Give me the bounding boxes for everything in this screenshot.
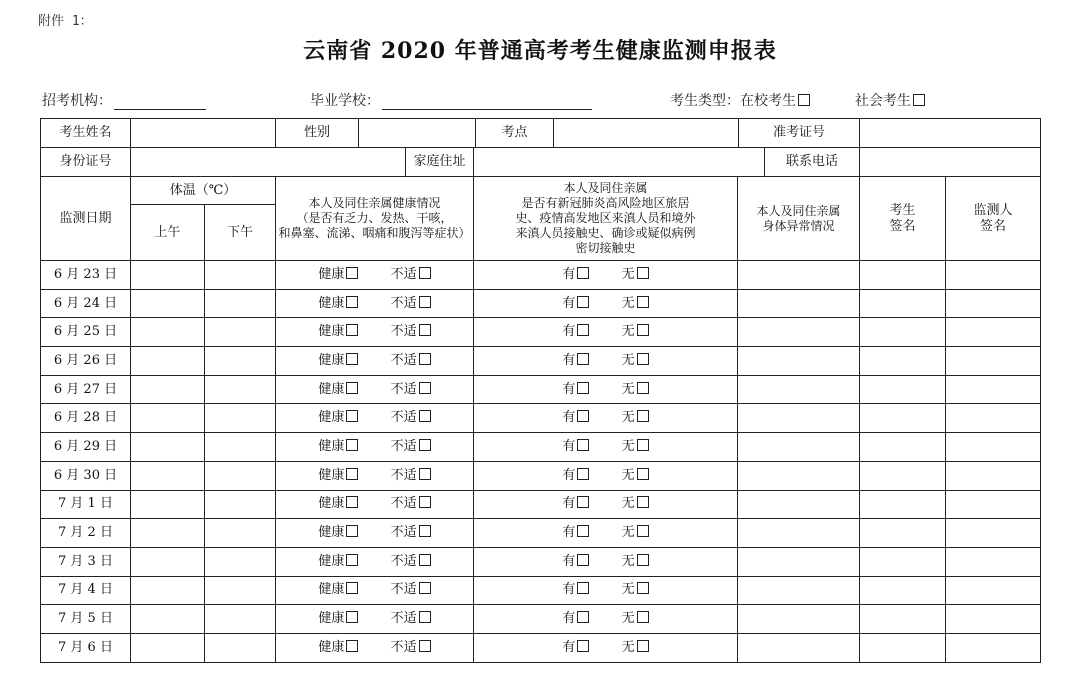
date-column-header: 监测日期 <box>41 177 131 261</box>
yes-checkbox[interactable] <box>577 525 589 537</box>
am-temperature-input[interactable] <box>131 576 205 605</box>
no-checkbox[interactable] <box>637 496 649 508</box>
health-options-cell <box>276 633 474 662</box>
student-sign-input[interactable] <box>860 547 946 576</box>
healthy-checkbox[interactable] <box>346 554 358 566</box>
yes-label: 有 <box>562 467 576 483</box>
yes-checkbox[interactable] <box>577 640 589 652</box>
healthy-label: 健康 <box>318 467 345 483</box>
yes-label: 有 <box>562 352 576 368</box>
gender-label: 性别 <box>276 119 359 148</box>
unwell-checkbox[interactable] <box>419 611 431 623</box>
pm-temperature-input[interactable] <box>205 433 276 462</box>
address-and-phone-cell <box>474 148 860 177</box>
type-option-social-checkbox[interactable] <box>913 94 925 106</box>
yes-label: 有 <box>562 611 576 627</box>
table-row <box>41 633 1041 662</box>
yes-label: 有 <box>562 381 576 397</box>
abnormal-input[interactable] <box>738 547 860 576</box>
pm-temperature-input[interactable] <box>205 289 276 318</box>
no-label: 无 <box>621 639 635 655</box>
exposure-header-line-3: 史、疫情高发地区来滇人员和境外 <box>515 211 696 225</box>
pm-temperature-input[interactable] <box>205 318 276 347</box>
id-and-address-cell <box>131 148 474 177</box>
yes-checkbox[interactable] <box>577 468 589 480</box>
pm-temperature-input[interactable] <box>205 404 276 433</box>
healthy-checkbox[interactable] <box>346 353 358 365</box>
monitor-sign-input[interactable] <box>946 261 1041 290</box>
date-cell: 6 月 27 日 <box>41 375 131 404</box>
yes-checkbox[interactable] <box>577 267 589 279</box>
monitor-sign-input[interactable] <box>946 347 1041 376</box>
table-row <box>41 576 1041 605</box>
yes-label: 有 <box>562 324 576 340</box>
healthy-label: 健康 <box>318 553 345 569</box>
address-input[interactable] <box>474 148 765 176</box>
unwell-label: 不适 <box>390 438 417 454</box>
healthy-checkbox[interactable] <box>346 582 358 594</box>
health-options-cell <box>276 347 474 376</box>
date-cell: 7 月 3 日 <box>41 547 131 576</box>
monitor-sign-line-1: 监测人 <box>973 202 1013 218</box>
healthy-label: 健康 <box>318 410 345 426</box>
no-checkbox[interactable] <box>637 410 649 422</box>
student-sign-input[interactable] <box>860 633 946 662</box>
health-options-cell <box>276 576 474 605</box>
table-row <box>41 261 1041 290</box>
exposure-options-cell <box>474 633 738 662</box>
student-sign-input[interactable] <box>860 347 946 376</box>
date-cell: 6 月 26 日 <box>41 347 131 376</box>
abnormal-input[interactable] <box>738 605 860 634</box>
pm-temperature-input[interactable] <box>205 261 276 290</box>
data-rows <box>41 261 1041 663</box>
health-monitoring-table <box>40 118 1041 663</box>
no-label: 无 <box>621 352 635 368</box>
healthy-label: 健康 <box>318 324 345 340</box>
health-options-cell <box>276 261 474 290</box>
agency-field <box>42 90 206 110</box>
gender-and-site-cell <box>359 119 554 148</box>
yes-checkbox[interactable] <box>577 496 589 508</box>
exposure-options-cell <box>474 519 738 548</box>
am-temperature-input[interactable] <box>131 289 205 318</box>
abnormal-column-header <box>738 177 860 261</box>
date-cell: 6 月 29 日 <box>41 433 131 462</box>
abnormal-header-line-2: 身体异常情况 <box>762 218 835 233</box>
exposure-options-cell <box>474 433 738 462</box>
unwell-label: 不适 <box>390 352 417 368</box>
no-checkbox[interactable] <box>637 267 649 279</box>
no-label: 无 <box>621 438 635 454</box>
am-temperature-input[interactable] <box>131 261 205 290</box>
pm-temperature-input[interactable] <box>205 461 276 490</box>
healthy-label: 健康 <box>318 611 345 627</box>
column-header-row-1 <box>41 177 1041 205</box>
student-sign-line-2: 签名 <box>889 218 916 234</box>
date-cell: 7 月 1 日 <box>41 490 131 519</box>
student-sign-input[interactable] <box>860 318 946 347</box>
health-options-cell <box>276 461 474 490</box>
student-sign-input[interactable] <box>860 605 946 634</box>
yes-label: 有 <box>562 410 576 426</box>
no-checkbox[interactable] <box>637 611 649 623</box>
monitor-sign-input[interactable] <box>946 490 1041 519</box>
type-option-school-label: 在校考生 <box>740 93 796 109</box>
monitor-sign-input[interactable] <box>946 318 1041 347</box>
no-checkbox[interactable] <box>637 468 649 480</box>
monitor-sign-input[interactable] <box>946 461 1041 490</box>
abnormal-input[interactable] <box>738 347 860 376</box>
school-field <box>310 90 592 110</box>
healthy-checkbox[interactable] <box>346 611 358 623</box>
date-cell: 6 月 24 日 <box>41 289 131 318</box>
monitor-sign-input[interactable] <box>946 433 1041 462</box>
yes-label: 有 <box>562 582 576 598</box>
pm-temperature-input[interactable] <box>205 547 276 576</box>
healthy-label: 健康 <box>318 496 345 512</box>
unwell-checkbox[interactable] <box>419 496 431 508</box>
exposure-options-cell <box>474 261 738 290</box>
no-label: 无 <box>621 324 635 340</box>
yes-checkbox[interactable] <box>577 611 589 623</box>
health-options-cell <box>276 375 474 404</box>
unwell-checkbox[interactable] <box>419 525 431 537</box>
healthy-checkbox[interactable] <box>346 640 358 652</box>
pm-temperature-input[interactable] <box>205 605 276 634</box>
student-sign-input[interactable] <box>860 433 946 462</box>
health-options-cell <box>276 605 474 634</box>
healthy-checkbox[interactable] <box>346 267 358 279</box>
date-cell: 7 月 4 日 <box>41 576 131 605</box>
abnormal-input[interactable] <box>738 375 860 404</box>
yes-checkbox[interactable] <box>577 439 589 451</box>
health-options-cell <box>276 289 474 318</box>
health-options-cell <box>276 519 474 548</box>
exposure-options-cell <box>474 576 738 605</box>
header-row-name <box>41 119 1041 148</box>
yes-label: 有 <box>562 553 576 569</box>
date-cell: 7 月 6 日 <box>41 633 131 662</box>
unwell-checkbox[interactable] <box>419 353 431 365</box>
date-cell: 6 月 28 日 <box>41 404 131 433</box>
healthy-checkbox[interactable] <box>346 439 358 451</box>
pm-temperature-input[interactable] <box>205 490 276 519</box>
exposure-options-cell <box>474 404 738 433</box>
type-option-social-label: 社会考生 <box>854 93 911 109</box>
abnormal-input[interactable] <box>738 433 860 462</box>
am-temperature-input[interactable] <box>131 461 205 490</box>
healthy-checkbox[interactable] <box>346 324 358 336</box>
exposure-column-header <box>474 177 738 261</box>
exposure-options-cell <box>474 375 738 404</box>
am-temperature-input[interactable] <box>131 347 205 376</box>
healthy-label: 健康 <box>318 438 345 454</box>
monitor-sign-input[interactable] <box>946 605 1041 634</box>
exposure-options-cell <box>474 605 738 634</box>
no-label: 无 <box>621 410 635 426</box>
ticket-number-label: 准考证号 <box>773 125 826 140</box>
student-sign-line-1: 考生 <box>889 202 916 218</box>
no-label: 无 <box>621 525 635 541</box>
exposure-options-cell <box>474 318 738 347</box>
type-option-school-checkbox[interactable] <box>798 94 810 106</box>
table-row <box>41 547 1041 576</box>
abnormal-input[interactable] <box>738 633 860 662</box>
health-header-line-2: （是否有乏力、发热、干咳， <box>296 211 453 225</box>
student-sign-input[interactable] <box>860 461 946 490</box>
healthy-checkbox[interactable] <box>346 410 358 422</box>
phone-label: 联系电话 <box>786 154 839 169</box>
no-checkbox[interactable] <box>637 525 649 537</box>
am-temperature-input[interactable] <box>131 490 205 519</box>
health-options-cell <box>276 547 474 576</box>
student-type-field <box>670 90 925 110</box>
unwell-checkbox[interactable] <box>419 382 431 394</box>
healthy-checkbox[interactable] <box>346 296 358 308</box>
no-label: 无 <box>621 467 635 483</box>
yes-label: 有 <box>562 496 576 512</box>
student-sign-input[interactable] <box>860 375 946 404</box>
pm-temperature-input[interactable] <box>205 633 276 662</box>
unwell-label: 不适 <box>390 266 417 282</box>
healthy-label: 健康 <box>318 295 345 311</box>
monitor-sign-input[interactable] <box>946 519 1041 548</box>
healthy-checkbox[interactable] <box>346 382 358 394</box>
exposure-options-cell <box>474 347 738 376</box>
am-temperature-input[interactable] <box>131 375 205 404</box>
date-cell: 6 月 25 日 <box>41 318 131 347</box>
exposure-options-cell <box>474 461 738 490</box>
yes-label: 有 <box>562 266 576 282</box>
student-sign-input[interactable] <box>860 519 946 548</box>
unwell-label: 不适 <box>390 295 417 311</box>
school-input[interactable] <box>382 95 592 110</box>
health-column-header <box>276 177 474 261</box>
student-sign-input[interactable] <box>860 261 946 290</box>
yes-label: 有 <box>562 438 576 454</box>
pm-temperature-input[interactable] <box>205 519 276 548</box>
gender-input[interactable] <box>359 119 476 147</box>
yes-label: 有 <box>562 295 576 311</box>
table-row <box>41 490 1041 519</box>
monitor-sign-line-2: 签名 <box>980 218 1007 234</box>
healthy-checkbox[interactable] <box>346 468 358 480</box>
unwell-label: 不适 <box>390 582 417 598</box>
am-temperature-input[interactable] <box>131 404 205 433</box>
table-row <box>41 605 1041 634</box>
no-label: 无 <box>621 266 635 282</box>
healthy-checkbox[interactable] <box>346 525 358 537</box>
health-header-line-1: 本人及同住亲属健康情况 <box>308 196 441 210</box>
no-checkbox[interactable] <box>637 554 649 566</box>
name-label: 考生姓名 <box>41 119 131 148</box>
pm-column-header: 下午 <box>205 205 276 261</box>
unwell-checkbox[interactable] <box>419 267 431 279</box>
header-row-id <box>41 148 1041 177</box>
yes-label: 有 <box>562 639 576 655</box>
abnormal-input[interactable] <box>738 261 860 290</box>
health-header-line-3: 和鼻塞、流涕、咽痛和腹泻等症状） <box>278 226 471 240</box>
abnormal-input[interactable] <box>738 576 860 605</box>
unwell-checkbox[interactable] <box>419 439 431 451</box>
pm-temperature-input[interactable] <box>205 375 276 404</box>
pm-temperature-input[interactable] <box>205 347 276 376</box>
am-temperature-input[interactable] <box>131 519 205 548</box>
student-sign-input[interactable] <box>860 289 946 318</box>
yes-checkbox[interactable] <box>577 554 589 566</box>
no-label: 无 <box>621 381 635 397</box>
date-cell: 7 月 2 日 <box>41 519 131 548</box>
student-sign-input[interactable] <box>860 490 946 519</box>
unwell-checkbox[interactable] <box>419 296 431 308</box>
abnormal-input[interactable] <box>738 519 860 548</box>
date-cell: 7 月 5 日 <box>41 605 131 634</box>
unwell-label: 不适 <box>390 611 417 627</box>
monitor-sign-input[interactable] <box>946 404 1041 433</box>
abnormal-input[interactable] <box>738 490 860 519</box>
healthy-label: 健康 <box>318 525 345 541</box>
unwell-checkbox[interactable] <box>419 468 431 480</box>
registration-info-line <box>40 90 1040 110</box>
table-row <box>41 347 1041 376</box>
yes-checkbox[interactable] <box>577 324 589 336</box>
monitor-sign-input[interactable] <box>946 576 1041 605</box>
yes-label: 有 <box>562 525 576 541</box>
table-row <box>41 318 1041 347</box>
exposure-header-line-4: 来滇人员接触史、确诊或疑似病例 <box>515 226 696 240</box>
table-row <box>41 404 1041 433</box>
pm-temperature-input[interactable] <box>205 576 276 605</box>
school-label: 毕业学校： <box>310 93 380 109</box>
am-temperature-input[interactable] <box>131 547 205 576</box>
health-options-cell <box>276 404 474 433</box>
exposure-options-cell <box>474 490 738 519</box>
exam-site-and-ticket-cell <box>554 119 860 148</box>
yes-checkbox[interactable] <box>577 410 589 422</box>
student-sign-column-header <box>860 177 946 261</box>
table-row <box>41 375 1041 404</box>
healthy-label: 健康 <box>318 266 345 282</box>
table-row <box>41 461 1041 490</box>
yes-checkbox[interactable] <box>577 353 589 365</box>
exposure-header-line-2: 是否有新冠肺炎高风险地区旅居 <box>521 196 690 210</box>
unwell-checkbox[interactable] <box>419 554 431 566</box>
unwell-label: 不适 <box>390 496 417 512</box>
healthy-label: 健康 <box>318 639 345 655</box>
unwell-label: 不适 <box>390 410 417 426</box>
monitor-sign-input[interactable] <box>946 633 1041 662</box>
exam-site-label: 考点 <box>501 125 528 140</box>
exposure-header-line-1: 本人及同住亲属 <box>563 181 648 195</box>
health-options-cell <box>276 433 474 462</box>
exposure-header-line-5: 密切接触史 <box>575 241 636 255</box>
agency-input[interactable] <box>114 95 206 110</box>
monitor-sign-input[interactable] <box>946 547 1041 576</box>
name-input[interactable] <box>131 119 276 148</box>
abnormal-input[interactable] <box>738 461 860 490</box>
abnormal-input[interactable] <box>738 289 860 318</box>
monitor-sign-input[interactable] <box>946 289 1041 318</box>
phone-input[interactable] <box>860 148 1041 177</box>
temperature-column-header: 体温（℃） <box>131 177 276 205</box>
unwell-label: 不适 <box>390 381 417 397</box>
yes-checkbox[interactable] <box>577 296 589 308</box>
table-row <box>41 519 1041 548</box>
abnormal-input[interactable] <box>738 318 860 347</box>
no-checkbox[interactable] <box>637 582 649 594</box>
id-number-input[interactable] <box>131 148 406 176</box>
no-label: 无 <box>621 496 635 512</box>
no-label: 无 <box>621 553 635 569</box>
date-cell: 6 月 23 日 <box>41 261 131 290</box>
id-number-label: 身份证号 <box>41 148 131 177</box>
no-label: 无 <box>621 611 635 627</box>
no-checkbox[interactable] <box>637 324 649 336</box>
no-checkbox[interactable] <box>637 353 649 365</box>
unwell-checkbox[interactable] <box>419 324 431 336</box>
exposure-options-cell <box>474 289 738 318</box>
unwell-checkbox[interactable] <box>419 582 431 594</box>
no-checkbox[interactable] <box>637 382 649 394</box>
monitor-sign-column-header <box>946 177 1041 261</box>
am-temperature-input[interactable] <box>131 633 205 662</box>
exposure-options-cell <box>474 547 738 576</box>
ticket-number-input[interactable] <box>860 119 1041 148</box>
table-row <box>41 289 1041 318</box>
unwell-label: 不适 <box>390 553 417 569</box>
unwell-label: 不适 <box>390 525 417 541</box>
healthy-checkbox[interactable] <box>346 496 358 508</box>
healthy-label: 健康 <box>318 352 345 368</box>
page-title: 云南省 2020 年普通高考考生健康监测申报表 <box>303 38 777 64</box>
healthy-label: 健康 <box>318 381 345 397</box>
unwell-checkbox[interactable] <box>419 410 431 422</box>
table-row <box>41 433 1041 462</box>
unwell-checkbox[interactable] <box>419 640 431 652</box>
date-cell: 6 月 30 日 <box>41 461 131 490</box>
am-temperature-input[interactable] <box>131 433 205 462</box>
monitor-sign-input[interactable] <box>946 375 1041 404</box>
yes-checkbox[interactable] <box>577 382 589 394</box>
no-checkbox[interactable] <box>637 640 649 652</box>
healthy-label: 健康 <box>318 582 345 598</box>
abnormal-header-line-1: 本人及同住亲属 <box>756 203 841 218</box>
am-temperature-input[interactable] <box>131 318 205 347</box>
yes-checkbox[interactable] <box>577 582 589 594</box>
annex-label: 附件 1： <box>38 14 93 29</box>
am-column-header: 上午 <box>131 205 205 261</box>
no-label: 无 <box>621 582 635 598</box>
unwell-label: 不适 <box>390 639 417 655</box>
unwell-label: 不适 <box>390 324 417 340</box>
health-options-cell <box>276 318 474 347</box>
am-temperature-input[interactable] <box>131 605 205 634</box>
unwell-label: 不适 <box>390 467 417 483</box>
health-options-cell <box>276 490 474 519</box>
student-type-label: 考生类型： <box>670 93 740 109</box>
no-checkbox[interactable] <box>637 439 649 451</box>
agency-label: 招考机构： <box>42 93 112 109</box>
student-sign-input[interactable] <box>860 576 946 605</box>
exam-site-input[interactable] <box>554 119 739 147</box>
no-label: 无 <box>621 295 635 311</box>
abnormal-input[interactable] <box>738 404 860 433</box>
no-checkbox[interactable] <box>637 296 649 308</box>
address-label: 家庭住址 <box>413 154 466 169</box>
student-sign-input[interactable] <box>860 404 946 433</box>
